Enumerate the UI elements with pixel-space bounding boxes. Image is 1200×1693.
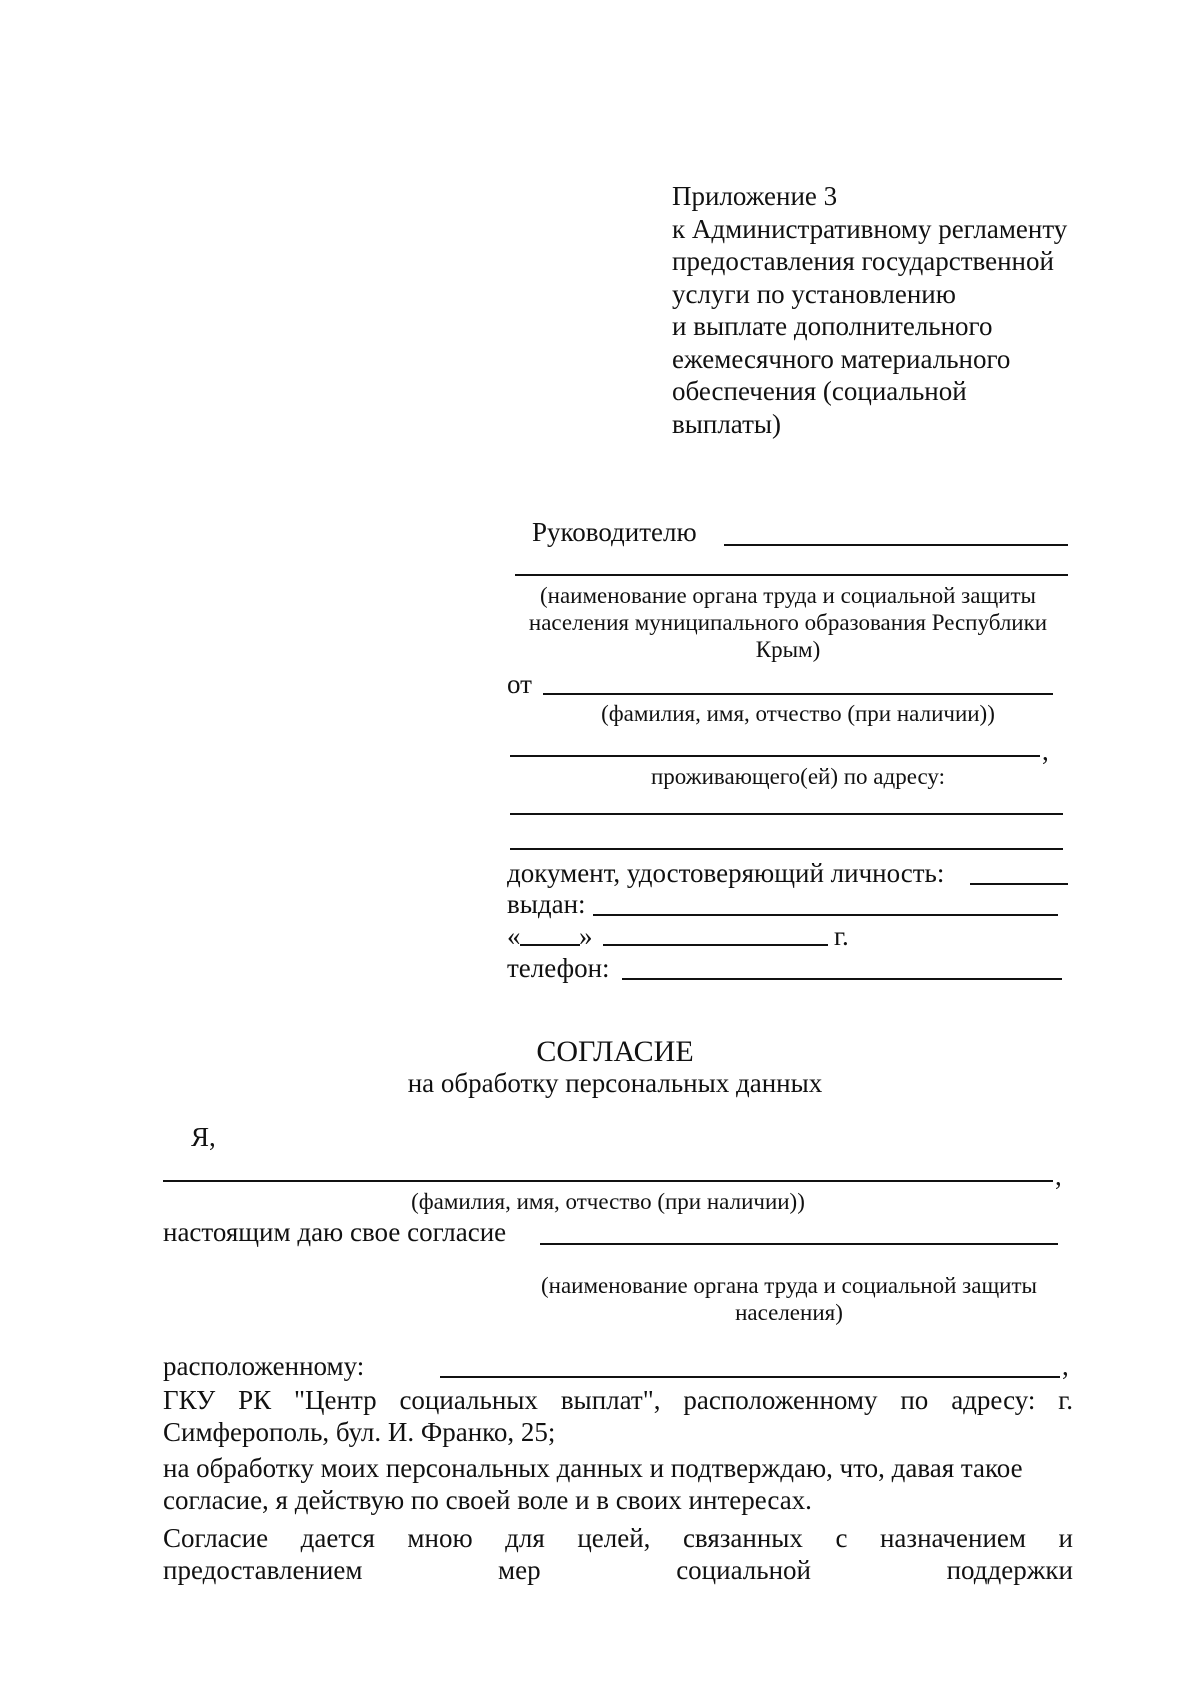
issued-label: выдан: [507,889,586,919]
body-org-caption-line: (наименование органа труда и социальной защиты [541,1273,1037,1298]
word: назначением [879,1523,1026,1553]
word: ГКУ [163,1385,216,1415]
consent-org-line[interactable] [540,1243,1058,1245]
word: Согласие [163,1523,269,1553]
word: предоставлением [163,1555,363,1585]
word: с [835,1523,848,1553]
processing-line-2: согласие, я действую по своей воле и в своих интересах. [163,1485,812,1515]
word: связанных [682,1523,803,1553]
fio-caption: (фамилия, имя, отчество (при наличии)) [601,701,995,726]
appendix-line: обеспечения (социальной [672,376,967,406]
word: выплат", [560,1385,661,1415]
word: социальных [399,1385,538,1415]
org-caption-line: населения муниципального образования Республики [528,610,1048,635]
address-line-2[interactable] [510,848,1063,850]
date-day-line[interactable] [520,944,580,946]
word: по [900,1385,929,1415]
word: поддержки [946,1555,1073,1585]
appendix-line: к Административному регламенту [672,213,1068,244]
comma: , [1055,1161,1062,1191]
word: "Центр [293,1385,377,1415]
appendix-line: Приложение 3 [672,181,838,211]
body-fio-caption: (фамилия, имя, отчество (при наличии)) [411,1189,805,1214]
org-caption-line: Крым) [755,637,821,662]
org-field-line[interactable] [515,574,1068,576]
from-field-line[interactable] [543,693,1053,695]
appendix-line: ежемесячного материального [672,343,1011,374]
org-caption-line: (наименование органа труда и социальной защиты [540,583,1036,608]
gku-line-2: Симферополь, бул. И. Франко, 25; [163,1417,556,1447]
word: расположенному [683,1385,878,1415]
processing-line-1: на обработку моих персональных данных и подтверждаю, что, давая такое [163,1453,1023,1483]
year-suffix: г. [834,921,849,951]
word: дается [300,1523,375,1553]
word: социальной [676,1555,811,1585]
gku-line-1 [163,1384,1073,1416]
i-label: Я, [191,1122,216,1152]
located-field-line[interactable] [440,1376,1060,1378]
from-label: от [507,669,532,699]
consent-label: настоящим даю свое согласие [163,1217,507,1247]
body-org-caption-line: населения) [735,1300,843,1325]
appendix-line: выплаты) [672,408,782,439]
date-month-line[interactable] [603,944,828,946]
word: г. [1058,1385,1073,1415]
org-caption [508,582,1068,663]
phone-field-line[interactable] [622,978,1062,980]
fio-field-line[interactable] [510,755,1040,757]
word: мною [407,1523,473,1553]
appendix-line: и выплате дополнительного [672,311,993,341]
word: мер [498,1555,541,1585]
body-org-caption [510,1272,1068,1326]
body-fio-line[interactable] [163,1180,1053,1182]
word: для [505,1523,545,1553]
purpose-line-1 [163,1522,1073,1554]
id-doc-field-line[interactable] [970,883,1068,885]
appendix-line: предоставления государственной [672,246,1054,276]
to-field-line[interactable] [724,544,1068,546]
document-subtitle: на обработку персональных данных [407,1068,823,1098]
appendix-line: услуги по установлению [672,278,956,309]
date-close-quote: » [579,921,593,951]
address-caption: проживающего(ей) по адресу: [651,764,945,789]
word: РК [238,1385,272,1415]
located-label: расположенному: [163,1351,365,1381]
comma: , [1042,736,1049,766]
comma: , [1062,1351,1069,1381]
phone-label: телефон: [507,953,610,983]
id-doc-label: документ, удостоверяющий личность: [507,858,945,888]
word: адресу: [951,1385,1036,1415]
to-label: Руководителю [532,517,697,547]
word: целей, [577,1523,651,1553]
document-title: СОГЛАСИЕ [536,1035,694,1068]
date-open-quote: « [507,921,521,951]
purpose-line-2 [163,1554,1073,1586]
address-line-1[interactable] [510,813,1063,815]
word: и [1058,1523,1073,1553]
issued-field-line[interactable] [593,914,1058,916]
appendix-block [672,180,1067,440]
